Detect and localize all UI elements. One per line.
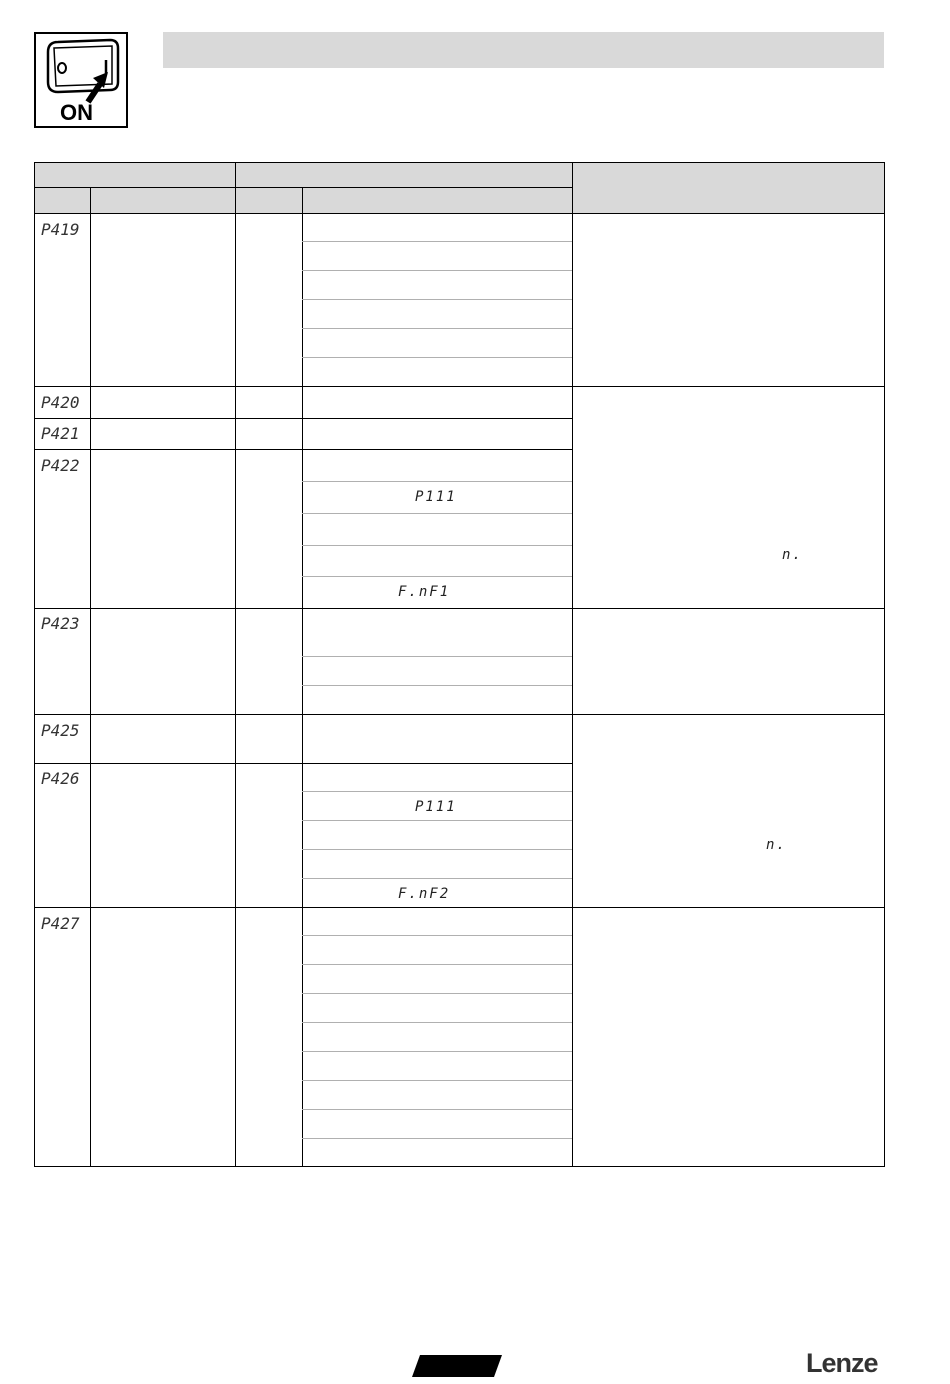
page-number-tab <box>412 1355 502 1377</box>
inline-code: P111 <box>415 489 457 505</box>
param-code: P421 <box>41 424 80 443</box>
on-label: ON <box>60 100 93 125</box>
param-code: P427 <box>41 914 80 933</box>
param-code: P422 <box>41 456 80 475</box>
param-code: P423 <box>41 614 80 633</box>
lenze-logo: Lenze <box>806 1348 878 1378</box>
param-code: P426 <box>41 769 80 788</box>
param-code: P419 <box>41 220 80 239</box>
power-switch-icon <box>34 32 128 128</box>
inline-code: F.nF1 <box>398 584 451 600</box>
inline-code: P111 <box>415 799 457 815</box>
param-code: P420 <box>41 393 80 412</box>
note-marker: n. <box>782 547 803 563</box>
inline-code: F.nF2 <box>398 886 451 902</box>
note-marker: n. <box>766 837 787 853</box>
param-code: P425 <box>41 721 80 740</box>
header-bar <box>163 32 884 68</box>
